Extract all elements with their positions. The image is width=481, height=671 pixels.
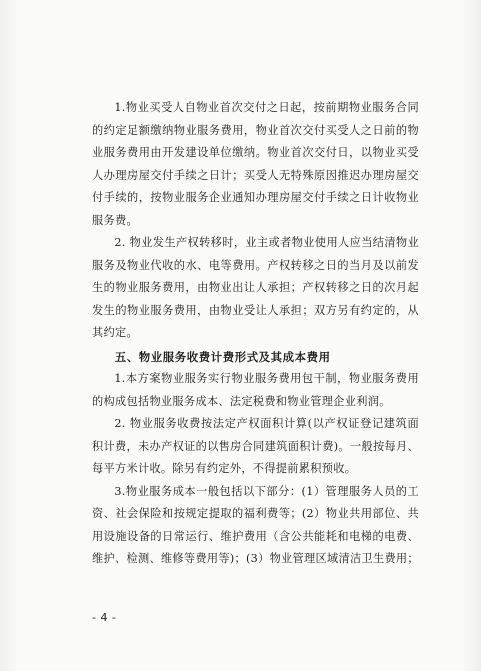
section-heading: 五、物业服务收费计费形式及其成本费用	[114, 349, 331, 364]
document-body	[92, 97, 419, 571]
paragraph-3: 1.本方案物业服务实行物业服务费用包干制，物业服务费用的构成包括物业服务成本、法定税费和物业管理企业利润。	[92, 372, 419, 408]
paragraph-5: 3.物业服务成本一般包括以下部分：(1）管理服务人员的工资、社会保险和按规定提取的福利费等；(2）物业共用部位、共用设施设备的日常运行、维护费用（含公共能耗和电梯的电费、维护、检测、维修等费用等)；(3）物业管理区域清洁卫生费用；	[92, 484, 419, 565]
page-number: - 4 -	[92, 611, 117, 624]
paragraph-1: 1.物业买受人自物业首次交付之日起，按前期物业服务合同的约定足额缴纳物业服务费用，物业首次交付买受人之日前的物业服务费用由开发建设单位缴纳。物业首次交付日，以物业买受人办理房屋交付手续之日计；买受人无特殊原因推迟办理房屋交付手续的，按物业服务企业通知办理房屋交付手续之日计收物业服务费。	[92, 101, 419, 227]
paragraph-4: 2. 物业服务收费按法定产权面积计算(以产权证登记建筑面积计费，未办产权证的以售房合同建筑面积计费)。一般按每月、每平方米计收。除另有约定外，不得提前累积预收。	[92, 417, 419, 475]
paragraph-2: 2. 物业发生产权转移时，业主或者物业使用人应当结清物业服务及物业代收的水、电等费用。产权转移之日的当月及以前发生的物业服务费用，由物业出让人承担；产权转移之日的次月起发生的物业服务费用，由物业受让人承担；双方另有约定的，从其约定。	[92, 236, 419, 339]
